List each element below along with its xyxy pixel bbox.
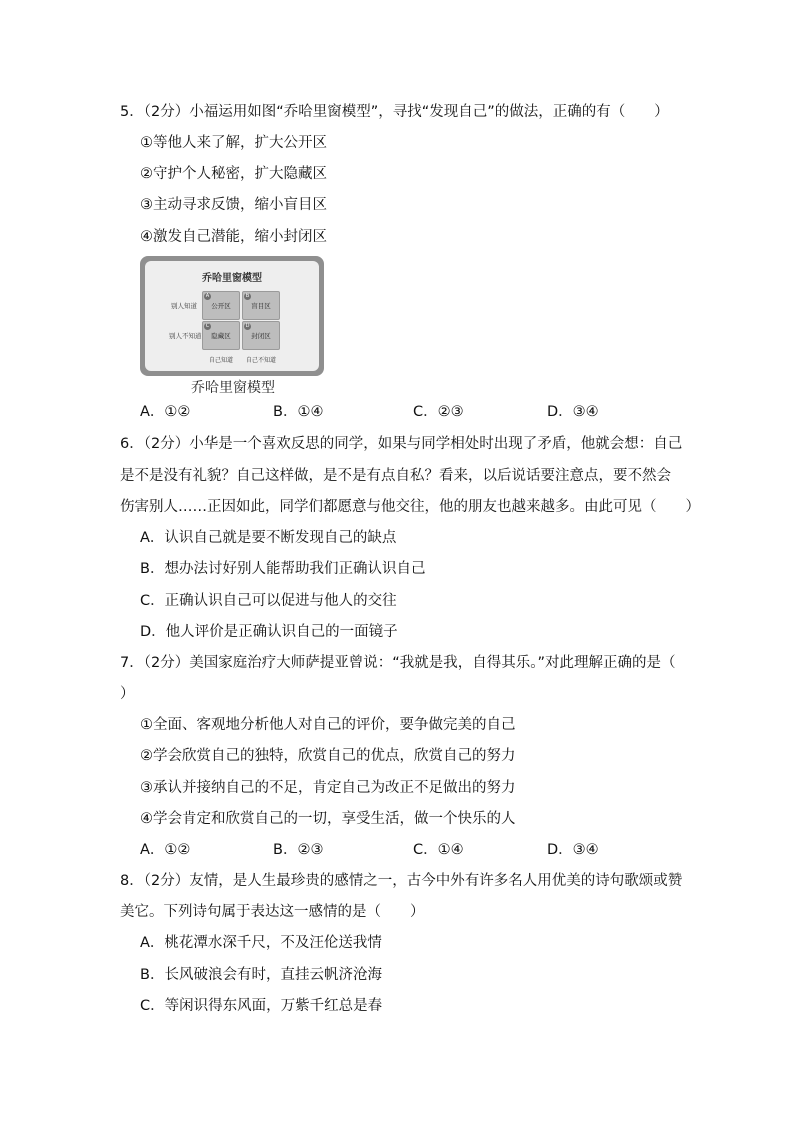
question-8-option-a: A．桃花潭水深千尺，不及汪伦送我情 xyxy=(140,935,382,951)
question-6-option-d: D．他人评价是正确认识自己的一面镜子 xyxy=(140,624,398,640)
question-5-option-d: D．③④ xyxy=(547,404,599,420)
col-label-self-doesnt-know: 自己不知道 xyxy=(246,357,277,364)
question-7-item-2: ②学会欣赏自己的独特，欣赏自己的优点，欣赏自己的努力 xyxy=(140,748,516,764)
question-5-item-1: ①等他人来了解，扩大公开区 xyxy=(140,135,327,151)
question-6-stem-line-1: 6．（2分）小华是一个喜欢反思的同学，如果与同学相处时出现了矛盾，他就会想：自己 xyxy=(120,436,683,452)
question-7-stem-line-1: 7．（2分）美国家庭治疗大师萨提亚曾说：“我就是我，自得其乐。”对此理解正确的是（ xyxy=(120,655,676,671)
question-6-option-b: B．想办法讨好别人能帮助我们正确认识自己 xyxy=(140,561,426,577)
question-7-item-3: ③承认并接纳自己的不足，肯定自己为改正不足做出的努力 xyxy=(140,780,516,796)
row-label-others-dont-know: 别人不知道 xyxy=(169,332,202,340)
question-7-option-d: D．③④ xyxy=(547,842,599,858)
col-label-self-knows: 自己知道 xyxy=(209,357,234,364)
figure-panel xyxy=(145,261,319,371)
question-6-option-a: A．认识自己就是要不断发现自己的缺点 xyxy=(140,530,397,546)
question-8-option-b: B．长风破浪会有时，直挂云帆济沧海 xyxy=(140,967,382,983)
question-8-option-c: C．等闲识得东风面，万紫千红总是春 xyxy=(140,998,383,1014)
quadrant-open xyxy=(202,291,240,320)
question-7-stem-line-2: ） xyxy=(120,686,135,702)
quadrant-marker: D xyxy=(245,323,250,329)
quadrant-label: 盲目区 xyxy=(251,302,271,310)
quadrant-hidden xyxy=(202,321,240,350)
question-6-option-c: C．正确认识自己可以促进与他人的交往 xyxy=(140,593,397,609)
question-5-stem: 5．（2分）小福运用如图“乔哈里窗模型”，寻找“发现自己”的做法，正确的有（ ） xyxy=(120,104,669,120)
quadrant-marker: A xyxy=(205,293,210,299)
question-8-stem-line-1: 8．（2分）友情，是人生最珍贵的感情之一，古今中外有许多名人用优美的诗句歌颂或赞 xyxy=(120,873,683,889)
question-7-option-a: A．①② xyxy=(140,842,191,858)
question-8-stem-line-2: 美它。下列诗句属于表达这一感情的是（ ） xyxy=(120,904,425,920)
question-5-option-b: B．①④ xyxy=(273,404,324,420)
question-5-option-c: C．②③ xyxy=(413,404,464,420)
quadrant-marker: B xyxy=(245,293,250,299)
question-6-stem-line-2: 是不是没有礼貌？自己这样做，是不是有点自私？看来，以后说话要注意点，要不然会 xyxy=(120,468,671,484)
question-5-item-3: ③主动寻求反馈，缩小盲目区 xyxy=(140,197,327,213)
question-7-item-1: ①全面、客观地分析他人对自己的评价，要争做完美的自己 xyxy=(140,717,516,733)
question-7-option-c: C．①④ xyxy=(413,842,464,858)
quadrant-unknown xyxy=(242,321,280,350)
quadrant-blind xyxy=(242,291,280,320)
question-7-item-4: ④学会肯定和欣赏自己的一切，享受生活，做一个快乐的人 xyxy=(140,811,516,827)
question-7-option-b: B．②③ xyxy=(273,842,324,858)
quadrant-label: 隐藏区 xyxy=(211,332,231,340)
quadrant-marker: C xyxy=(205,323,210,329)
question-6-stem-line-3: 伤害别人……正因如此，同学们都愿意与他交往，他的朋友也越来越多。由此可见（ ） xyxy=(120,499,700,515)
johari-window-figure xyxy=(140,256,324,376)
quadrant-label: 封闭区 xyxy=(251,332,271,340)
row-label-others-know: 别人知道 xyxy=(171,302,197,310)
figure-caption: 乔哈里窗模型 xyxy=(191,380,275,396)
quadrant-label: 公开区 xyxy=(211,302,231,310)
question-5-item-4: ④激发自己潜能，缩小封闭区 xyxy=(140,229,327,245)
question-5-item-2: ②守护个人秘密，扩大隐藏区 xyxy=(140,166,327,182)
question-5-option-a: A．①② xyxy=(140,404,191,420)
figure-title: 乔哈里窗模型 xyxy=(202,273,262,284)
